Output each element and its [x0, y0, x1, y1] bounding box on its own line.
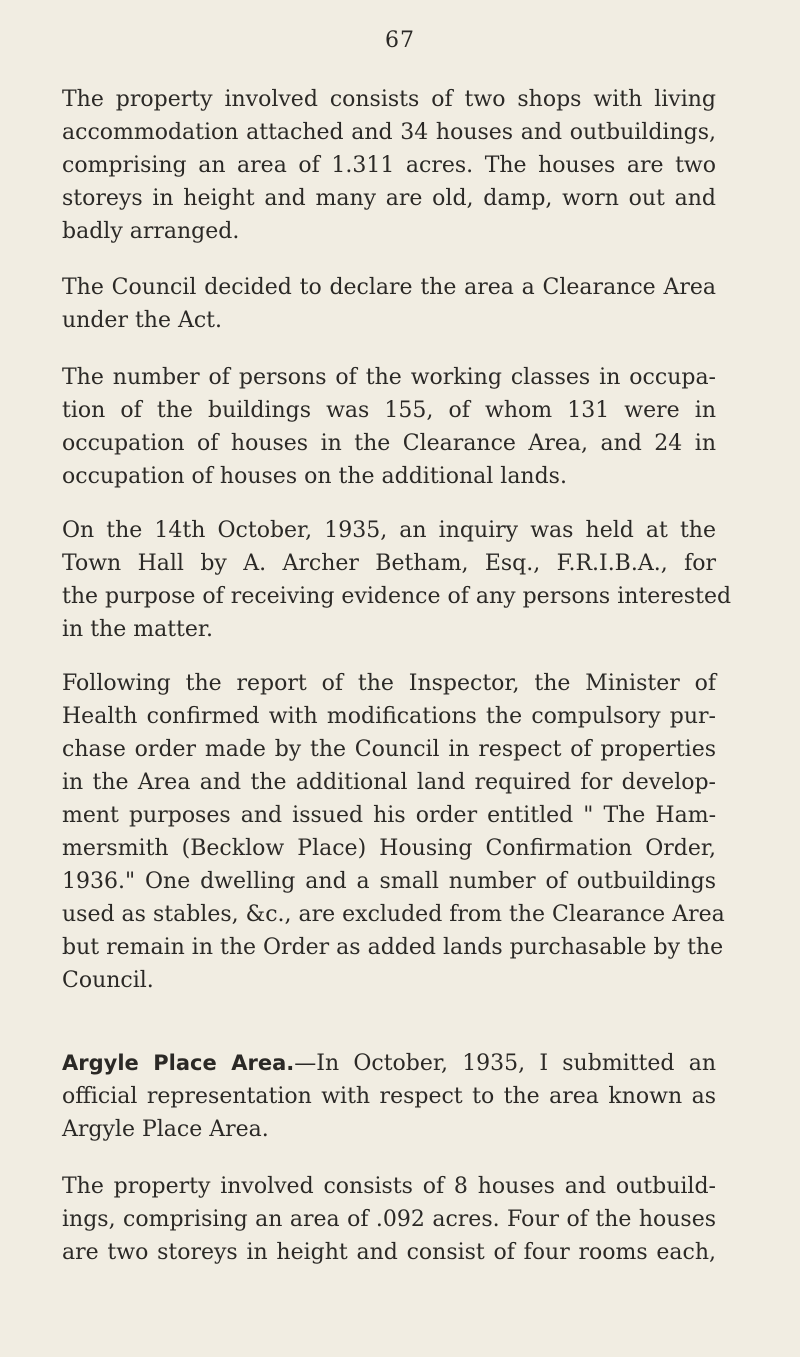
text-line: Argyle Place Area. — [62, 1117, 269, 1142]
text-line: official representation with respect to the area known as — [62, 1084, 716, 1109]
page-number: 67 — [385, 28, 415, 53]
text-line: 1936." One dwelling and a small number of outbuildings — [62, 869, 716, 894]
text-line: The number of persons of the working classes in occupa- — [62, 365, 716, 390]
text-line: badly arranged. — [62, 219, 240, 244]
text-line: but remain in the Order as added lands purchasable by the — [62, 935, 724, 960]
text-line: ment purposes and issued his order entitled " The Ham- — [62, 803, 716, 828]
section-heading: Argyle Place Area. — [62, 1051, 295, 1075]
text-line: used as stables, &c., are excluded from the Clearance Area — [62, 902, 725, 927]
text-line: On the 14th October, 1935, an inquiry was held at the — [62, 518, 716, 543]
paragraph-7 — [62, 1170, 716, 1269]
text-line: accommodation attached and 34 houses and outbuildings, — [62, 120, 716, 145]
text-line: the purpose of receiving evidence of any persons interested — [62, 584, 732, 609]
text-line: occupation of houses on the additional lands. — [62, 464, 567, 489]
text-line: mersmith (Becklow Place) Housing Confirmation Order, — [62, 836, 716, 861]
paragraph-1 — [62, 83, 716, 248]
paragraph-2 — [62, 271, 716, 337]
text-line: storeys in height and many are old, damp, worn out and — [62, 186, 716, 211]
text-line: in the Area and the additional land required for develop- — [62, 770, 716, 795]
text-line: are two storeys in height and consist of four rooms each, — [62, 1240, 716, 1265]
text-line: The property involved consists of two shops with living — [62, 87, 716, 112]
text-line: tion of the buildings was 155, of whom 131 were in — [62, 398, 716, 423]
text-line: ings, comprising an area of .092 acres. Four of the houses — [62, 1207, 716, 1232]
paragraph-argyle-place — [62, 1047, 716, 1146]
text-line: Council. — [62, 968, 154, 993]
text-line: under the Act. — [62, 308, 223, 333]
text-line: Town Hall by A. Archer Betham, Esq., F.R.I.B.A., for — [62, 551, 716, 576]
text-line: comprising an area of 1.311 acres. The houses are two — [62, 153, 716, 178]
text-line — [62, 1047, 716, 1080]
paragraph-5 — [62, 667, 725, 997]
heading-continuation: —In October, 1935, I submitted an — [294, 1051, 716, 1076]
text-line: occupation of houses in the Clearance Area, and 24 in — [62, 431, 716, 456]
paragraph-4 — [62, 514, 732, 646]
text-line: The Council decided to declare the area a Clearance Area — [62, 275, 716, 300]
paragraph-3 — [62, 361, 716, 493]
text-line: The property involved consists of 8 houses and outbuild- — [62, 1174, 716, 1199]
text-line: Health confirmed with modifications the compulsory pur- — [62, 704, 716, 729]
text-line: Following the report of the Inspector, the Minister of — [62, 671, 716, 696]
text-line: chase order made by the Council in respect of properties — [62, 737, 716, 762]
text-line: in the matter. — [62, 617, 213, 642]
